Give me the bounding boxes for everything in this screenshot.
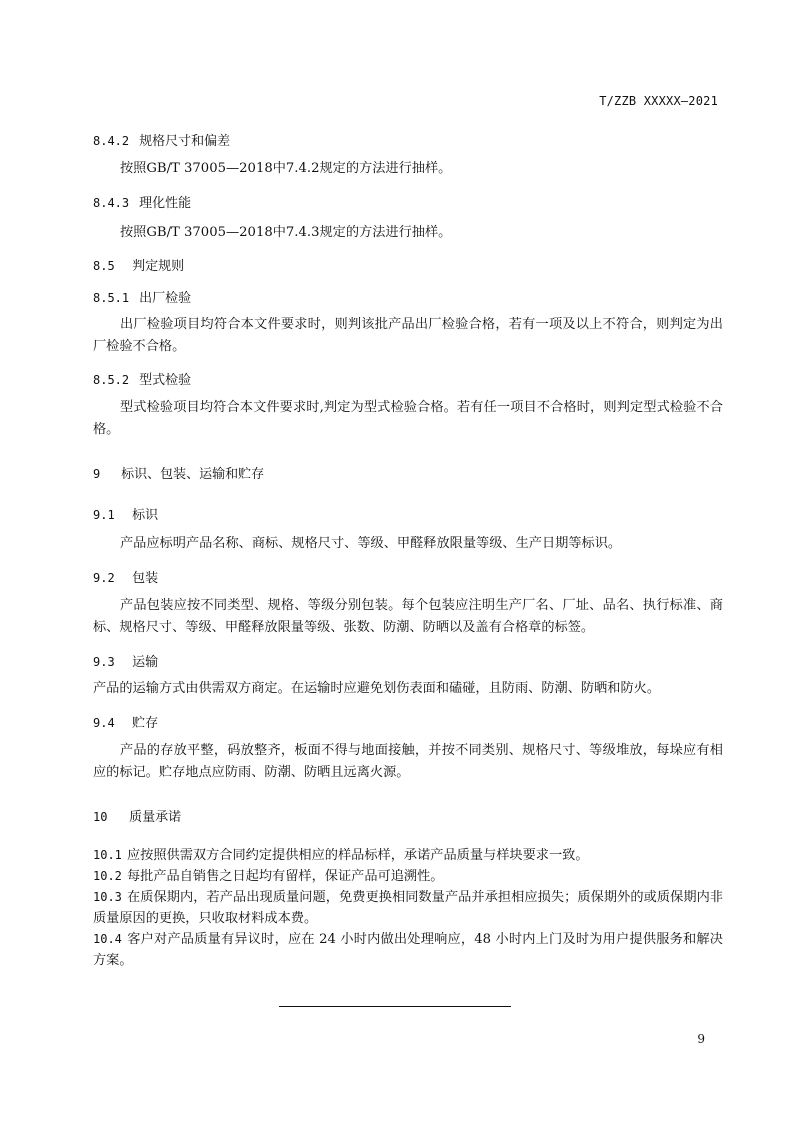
heading-8-5 xyxy=(93,255,723,274)
section-title: 标识 xyxy=(132,508,159,523)
paragraph-8-4-2: 按照GB/T 37005—2018中7.4.2规定的方法进行抽样。 xyxy=(120,161,452,176)
item-text: 应按照供需双方合同约定提供相应的样品标样，承诺产品质量与样块要求一致。 xyxy=(127,848,589,863)
paragraph-8-5-1: 出厂检验项目均符合本文件要求时，则判该批产品出厂检验合格，若有一项及以上不符合，则判定为出厂检验不合格。 xyxy=(93,317,723,354)
end-of-document-rule xyxy=(279,1006,511,1007)
heading-9-2 xyxy=(93,567,723,586)
section-number: 8.5.2 xyxy=(93,373,130,387)
heading-10 xyxy=(93,806,723,825)
heading-9-1 xyxy=(93,504,723,523)
heading-8-4-3 xyxy=(93,192,723,211)
section-title: 运输 xyxy=(132,655,159,670)
section-title: 理化性能 xyxy=(139,196,192,211)
standard-code: T/ZZB XXXXX—2021 xyxy=(599,94,718,108)
item-number: 10.1 xyxy=(93,848,122,862)
section-title: 判定规则 xyxy=(132,259,185,274)
commitment-item xyxy=(93,845,723,866)
section-title: 质量承诺 xyxy=(129,810,182,825)
item-number: 10.2 xyxy=(93,869,122,883)
paragraph-9-3: 产品的运输方式由供需双方商定。在运输时应避免划伤表面和磕碰，且防雨、防潮、防晒和防火。 xyxy=(93,681,661,696)
paragraph-9-2: 产品包装应按不同类型、规格、等级分别包装。每个包装应注明生产厂名、厂址、品名、执行标准、商标、规格尺寸、等级、甲醛释放限量等级、张数、防潮、防晒以及盖有合格章的标签。 xyxy=(93,598,723,635)
section-title: 贮存 xyxy=(132,716,159,731)
section-number: 9.2 xyxy=(93,571,115,585)
section-number: 8.5.1 xyxy=(93,291,130,305)
heading-9 xyxy=(93,463,723,482)
section-number: 8.5 xyxy=(93,259,115,273)
commitment-item xyxy=(93,866,723,887)
item-number: 10.3 xyxy=(93,890,122,904)
commitment-item xyxy=(93,887,723,929)
heading-8-5-2 xyxy=(93,369,723,388)
section-number: 10 xyxy=(93,810,108,824)
item-number: 10.4 xyxy=(93,932,122,946)
commitment-item xyxy=(93,929,723,971)
section-title: 标识、包装、运输和贮存 xyxy=(121,467,265,482)
heading-9-4 xyxy=(93,712,723,731)
section-number: 9.4 xyxy=(93,716,115,730)
heading-8-4-2 xyxy=(93,130,723,149)
section-title: 出厂检验 xyxy=(139,291,192,306)
section-number: 8.4.2 xyxy=(93,134,130,148)
section-number: 9 xyxy=(93,467,101,481)
section-title: 规格尺寸和偏差 xyxy=(139,134,231,149)
heading-9-3 xyxy=(93,651,723,670)
section-number: 8.4.3 xyxy=(93,196,130,210)
item-text: 每批产品自销售之日起均有留样，保证产品可追溯性。 xyxy=(127,869,444,884)
section-number: 9.3 xyxy=(93,655,115,669)
item-text: 客户对产品质量有异议时，应在 24 小时内做出处理响应，48 小时内上门及时为用户提供服务和解决方案。 xyxy=(93,932,723,968)
paragraph-9-4: 产品的存放平整，码放整齐，板面不得与地面接触，并按不同类别、规格尺寸、等级堆放，每垛应有相应的标记。贮存地点应防雨、防潮、防晒且远离火源。 xyxy=(93,743,723,780)
paragraph-9-1: 产品应标明产品名称、商标、规格尺寸、等级、甲醛释放限量等级、生产日期等标识。 xyxy=(120,536,622,551)
section-title: 包装 xyxy=(132,571,159,586)
page-number: 9 xyxy=(697,1032,705,1046)
heading-8-5-1 xyxy=(93,287,723,306)
item-text: 在质保期内，若产品出现质量问题，免费更换相同数量产品并承担相应损失；质保期外的或质保期内非质量原因的更换，只收取材料成本费。 xyxy=(93,890,723,926)
section-title: 型式检验 xyxy=(139,373,192,388)
paragraph-8-4-3: 按照GB/T 37005—2018中7.4.3规定的方法进行抽样。 xyxy=(120,225,452,240)
paragraph-8-5-2: 型式检验项目均符合本文件要求时,判定为型式检验合格。若有任一项目不合格时，则判定型式检验不合格。 xyxy=(93,400,723,437)
section-number: 9.1 xyxy=(93,508,115,522)
